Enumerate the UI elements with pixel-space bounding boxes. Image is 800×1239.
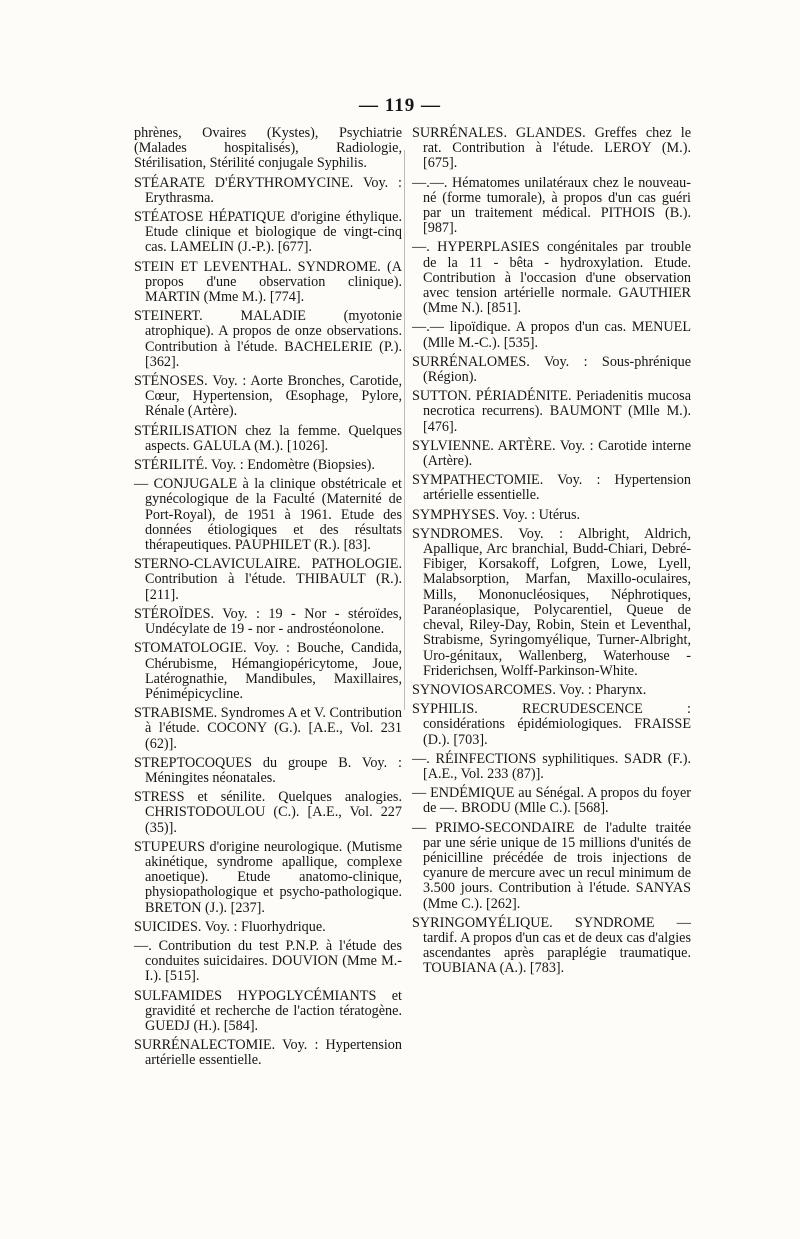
index-entry: STÉRILISATION chez la femme. Quelques aspects. GALULA (M.). [1026]. bbox=[134, 422, 402, 454]
index-entry: STÉROÏDES. Voy. : 19 - Nor - stéroïdes, Undécylate de 19 - nor - androstéonolone. bbox=[134, 605, 402, 638]
index-entry: STEIN ET LEVENTHAL. SYNDROME. (A propos d'une observation clinique). MARTIN (Mme M.). [774]. bbox=[134, 258, 402, 306]
index-entry: SYNOVIOSARCOMES. Voy. : Pharynx. bbox=[412, 681, 647, 698]
index-entry: STUPEURS d'origine neurologique. (Mutisme akinétique, syndrome apallique, complexe anoetique). Etude anatomo-clinique, physiopathologique et psycho-pathologique. BRETON (J.). [237]. bbox=[134, 838, 402, 916]
index-entry: SYLVIENNE. ARTÈRE. Voy. : Carotide interne (Artère). bbox=[412, 437, 691, 470]
index-entry: —.—. Hématomes unilatéraux chez le nouveau-né (forme tumorale), à propos d'un cas guéri par un traitement médical. PITHOIS (B.). [987]. bbox=[412, 174, 691, 237]
index-entry: STERNO-CLAVICULAIRE. PATHOLOGIE. Contribution à l'étude. THIBAULT (R.). [211]. bbox=[134, 556, 402, 603]
index-entry: — ENDÉMIQUE au Sénégal. A propos du foyer de —. BRODU (Mlle C.). [568]. bbox=[412, 785, 691, 817]
index-entry: SURRÉNALOMES. Voy. : Sous-phrénique (Région). bbox=[412, 353, 691, 386]
left-column bbox=[134, 126, 402, 1073]
index-entry: SYRINGOMYÉLIQUE. SYNDROME — tardif. A propos d'un cas et de deux cas d'algies ascendantes après paraplégie traumatique. TOUBIANA (A.). [783]. bbox=[412, 914, 691, 977]
index-entry: —. RÉINFECTIONS syphilitiques. SADR (F.). [A.E., Vol. 233 (87)]. bbox=[412, 750, 691, 782]
index-entry: SUTTON. PÉRIADÉNITE. Periadenitis mucosa necrotica recurrens). BAUMONT (Mlle M.). [476]. bbox=[412, 388, 691, 435]
index-entry: STEINERT. MALADIE (myotonie atrophique). A propos de onze observations. Contribution à l'étude. BACHELERIE (P.). [362]. bbox=[134, 308, 402, 370]
index-entry: — CONJUGALE à la clinique obstétricale et gynécologique de la Faculté (Maternité de Port-Royal), de 1951 à 1961. Etude des données étiologiques et des résultats thérapeutiques. PAUPHILET (R.). [83]. bbox=[134, 476, 402, 554]
index-entry: STOMATOLOGIE. Voy. : Bouche, Candida, Chérubisme, Hémangiopéricytome, Joue, Latérognathie, Mandibules, Maxillaires, Pénimépicycline. bbox=[134, 640, 402, 702]
index-entry: STÉNOSES. Voy. : Aorte Bronches, Carotide, Cœur, Hypertension, Œsophage, Pylore, Rénale (Artère). bbox=[134, 373, 402, 420]
index-entry: SULFAMIDES HYPOGLYCÉMIANTS et gravidité et recherche de l'action tératogène. GUEDJ (H.). [584]. bbox=[134, 987, 402, 1034]
page-number: — 119 — bbox=[359, 95, 441, 116]
index-entry: — PRIMO-SECONDAIRE de l'adulte traitée par une série unique de 15 millions d'unités de pénicilline précédée de trois injections de cyanure de mercure avec un recul minimum de 3.500 jours. Contribution à l'étude. SANYAS (Mme C.). [262]. bbox=[412, 819, 691, 912]
column-divider bbox=[404, 150, 405, 710]
index-entry: —. Contribution du test P.N.P. à l'étude des conduites suicidaires. DOUVION (Mme M.-I.). [515]. bbox=[134, 937, 402, 985]
index-entry: STÉATOSE HÉPATIQUE d'origine éthylique. Etude clinique et biologique de vingt-cinq cas. LAMELIN (J.-P.). [677]. bbox=[134, 209, 402, 256]
index-entry: SYMPATHECTOMIE. Voy. : Hypertension artérielle essentielle. bbox=[412, 472, 691, 504]
index-entry: SURRÉNALES. GLANDES. Greffes chez le rat. Contribution à l'étude. LEROY (M.). [675]. bbox=[412, 125, 691, 172]
index-entry: STRABISME. Syndromes A et V. Contribution à l'étude. COCONY (G.). [A.E., Vol. 231 (62)]. bbox=[134, 705, 402, 752]
index-entry: SYMPHYSES. Voy. : Utérus. bbox=[412, 506, 581, 523]
index-entry: —. HYPERPLASIES congénitales par trouble de la 11 - bêta - hydroxylation. Etude. Contribution à l'occasion d'une observation avec tension artérielle normale. GAUTHIER (Mme N.). [851]. bbox=[412, 239, 691, 317]
index-entry: STÉRILITÉ. Voy. : Endomètre (Biopsies). bbox=[134, 457, 375, 474]
index-entry: STREPTOCOQUES du groupe B. Voy. : Méningites néonatales. bbox=[134, 754, 402, 786]
index-entry: SYPHILIS. RECRUDESCENCE : considérations épidémiologiques. FRAISSE (D.). [703]. bbox=[412, 701, 691, 748]
index-entry: —.— lipoïdique. A propos d'un cas. MENUEL (Mlle M.-C.). [535]. bbox=[412, 319, 691, 351]
index-entry: STÉARATE D'ÉRYTHROMYCINE. Voy. : Erythrasma. bbox=[134, 174, 402, 206]
index-entry: SUICIDES. Voy. : Fluorhydrique. bbox=[134, 918, 326, 935]
index-entry: STRESS et sénilite. Quelques analogies. CHRISTODOULOU (C.). [A.E., Vol. 227 (35)]. bbox=[134, 789, 402, 836]
index-entry: SYNDROMES. Voy. : Albright, Aldrich, Apallique, Arc branchial, Budd-Chiari, Debré-Fibiger, Korsakoff, Lofgren, Lowe, Lyell, Malabsorption, Marfan, Maxillo-oculaires, Mills, Mononucléosiques, Néphrotiques, Paranéoplasique, Polycarentiel, Queue de cheval, Riley-Day, Robin, Stein et Leventhal, Strabisme, Syringomyélique, Turner-Albright, Uro-génitaux, Wallenberg, Waterhouse - Friderichsen, Wolff-Parkinson-White. bbox=[412, 525, 691, 679]
index-entry: SURRÉNALECTOMIE. Voy. : Hypertension artérielle essentielle. bbox=[134, 1037, 402, 1069]
index-entry: phrènes, Ovaires (Kystes), Psychiatrie (Malades hospitalisés), Radiologie, Stérilisation, Stérilité conjugale Syphilis. bbox=[134, 125, 402, 172]
right-column bbox=[412, 126, 691, 981]
